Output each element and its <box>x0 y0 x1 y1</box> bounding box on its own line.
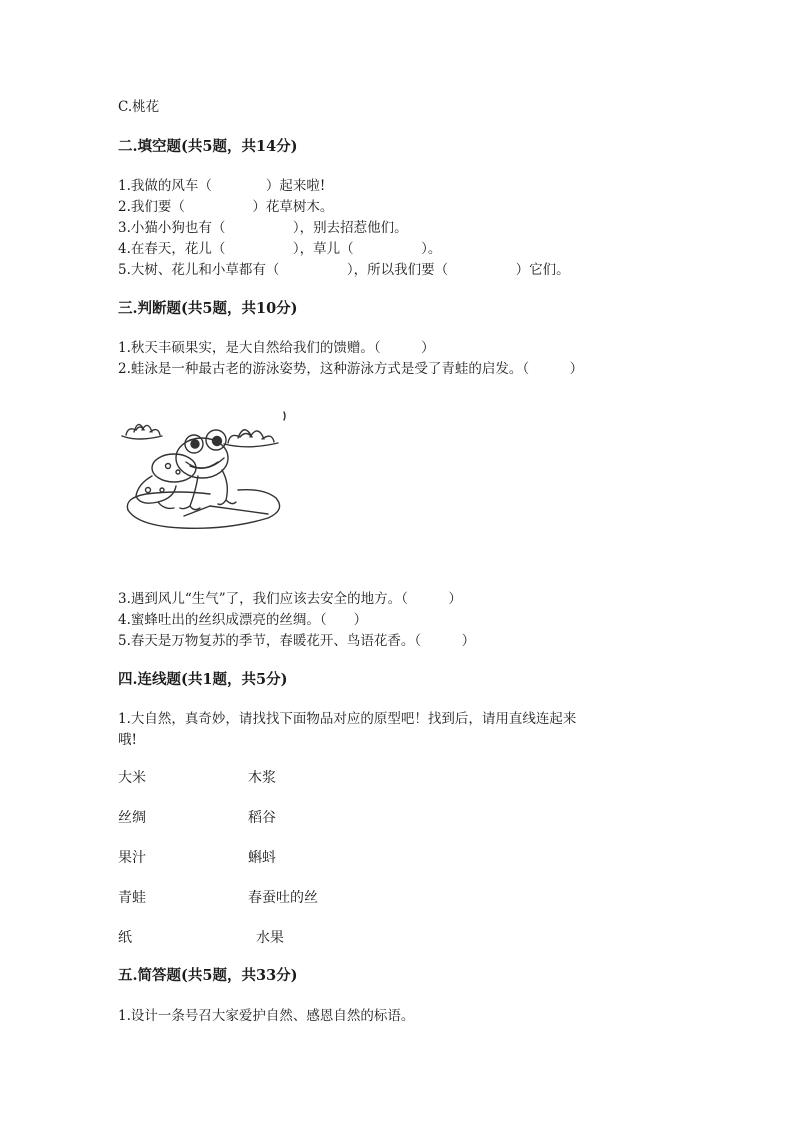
section2-heading: 二.填空题(共5题，共14分) <box>118 138 298 155</box>
judge-item-3: 3.遇到风儿“生气”了，我们应该去安全的地方。（ ） <box>118 591 462 607</box>
section5-heading: 五.简答题(共5题，共33分) <box>118 967 298 984</box>
section3-heading: 三.判断题(共5题，共10分) <box>118 300 298 317</box>
match-left-4: 青蛙 <box>118 890 146 906</box>
fill-item-1: 1.我做的风车（ ）起来啦! <box>118 178 326 194</box>
match-left-1: 大米 <box>118 770 146 786</box>
lotus-flower-left-icon <box>122 424 162 439</box>
scribble-mark <box>284 412 285 420</box>
fill-item-5: 5.大树、花儿和小草都有（ ），所以我们要（ ）它们。 <box>118 262 570 278</box>
matching-instruction-line1: 1.大自然，真奇妙，请找找下面物品对应的原型吧！找到后，请用直线连起来 <box>118 711 577 727</box>
judge-item-5: 5.春天是万物复苏的季节，春暖花开、鸟语花香。（ ） <box>118 633 476 649</box>
match-right-2: 稻谷 <box>248 810 276 826</box>
fill-item-4: 4.在春天，花儿（ ），草儿（ ）。 <box>118 241 442 257</box>
fill-item-3: 3.小猫小狗也有（ ），别去招惹他们。 <box>118 220 408 236</box>
match-left-5: 纸 <box>118 930 132 946</box>
lily-pad-icon <box>127 490 279 529</box>
judge-item-4: 4.蜜蜂吐出的丝织成漂亮的丝绸。（ ） <box>118 612 368 628</box>
match-left-2: 丝绸 <box>118 810 146 826</box>
matching-instruction-line2: 哦! <box>118 732 137 748</box>
short-answer-item-1: 1.设计一条号召大家爱护自然、感恩自然的标语。 <box>118 1008 415 1024</box>
fill-item-2: 2.我们要（ ）花草树木。 <box>118 199 334 215</box>
match-right-4: 春蚕吐的丝 <box>248 890 318 906</box>
judge-item-1: 1.秋天丰硕果实，是大自然给我们的馈赠。（ ） <box>118 340 435 356</box>
option-c: C.桃花 <box>118 99 160 115</box>
match-right-5: 水果 <box>256 930 284 946</box>
section4-heading: 四.连线题(共1题，共5分) <box>118 671 288 688</box>
frog-on-lily-pad-illustration <box>118 410 290 535</box>
match-right-3: 蝌蚪 <box>248 850 276 866</box>
match-right-1: 木浆 <box>248 770 276 786</box>
match-left-3: 果汁 <box>118 850 146 866</box>
lotus-flower-right-icon <box>224 430 278 447</box>
frog-icon <box>136 430 236 510</box>
judge-item-2: 2.蛙泳是一种最古老的游泳姿势，这种游泳方式是受了青蛙的启发。（ ） <box>118 361 584 377</box>
